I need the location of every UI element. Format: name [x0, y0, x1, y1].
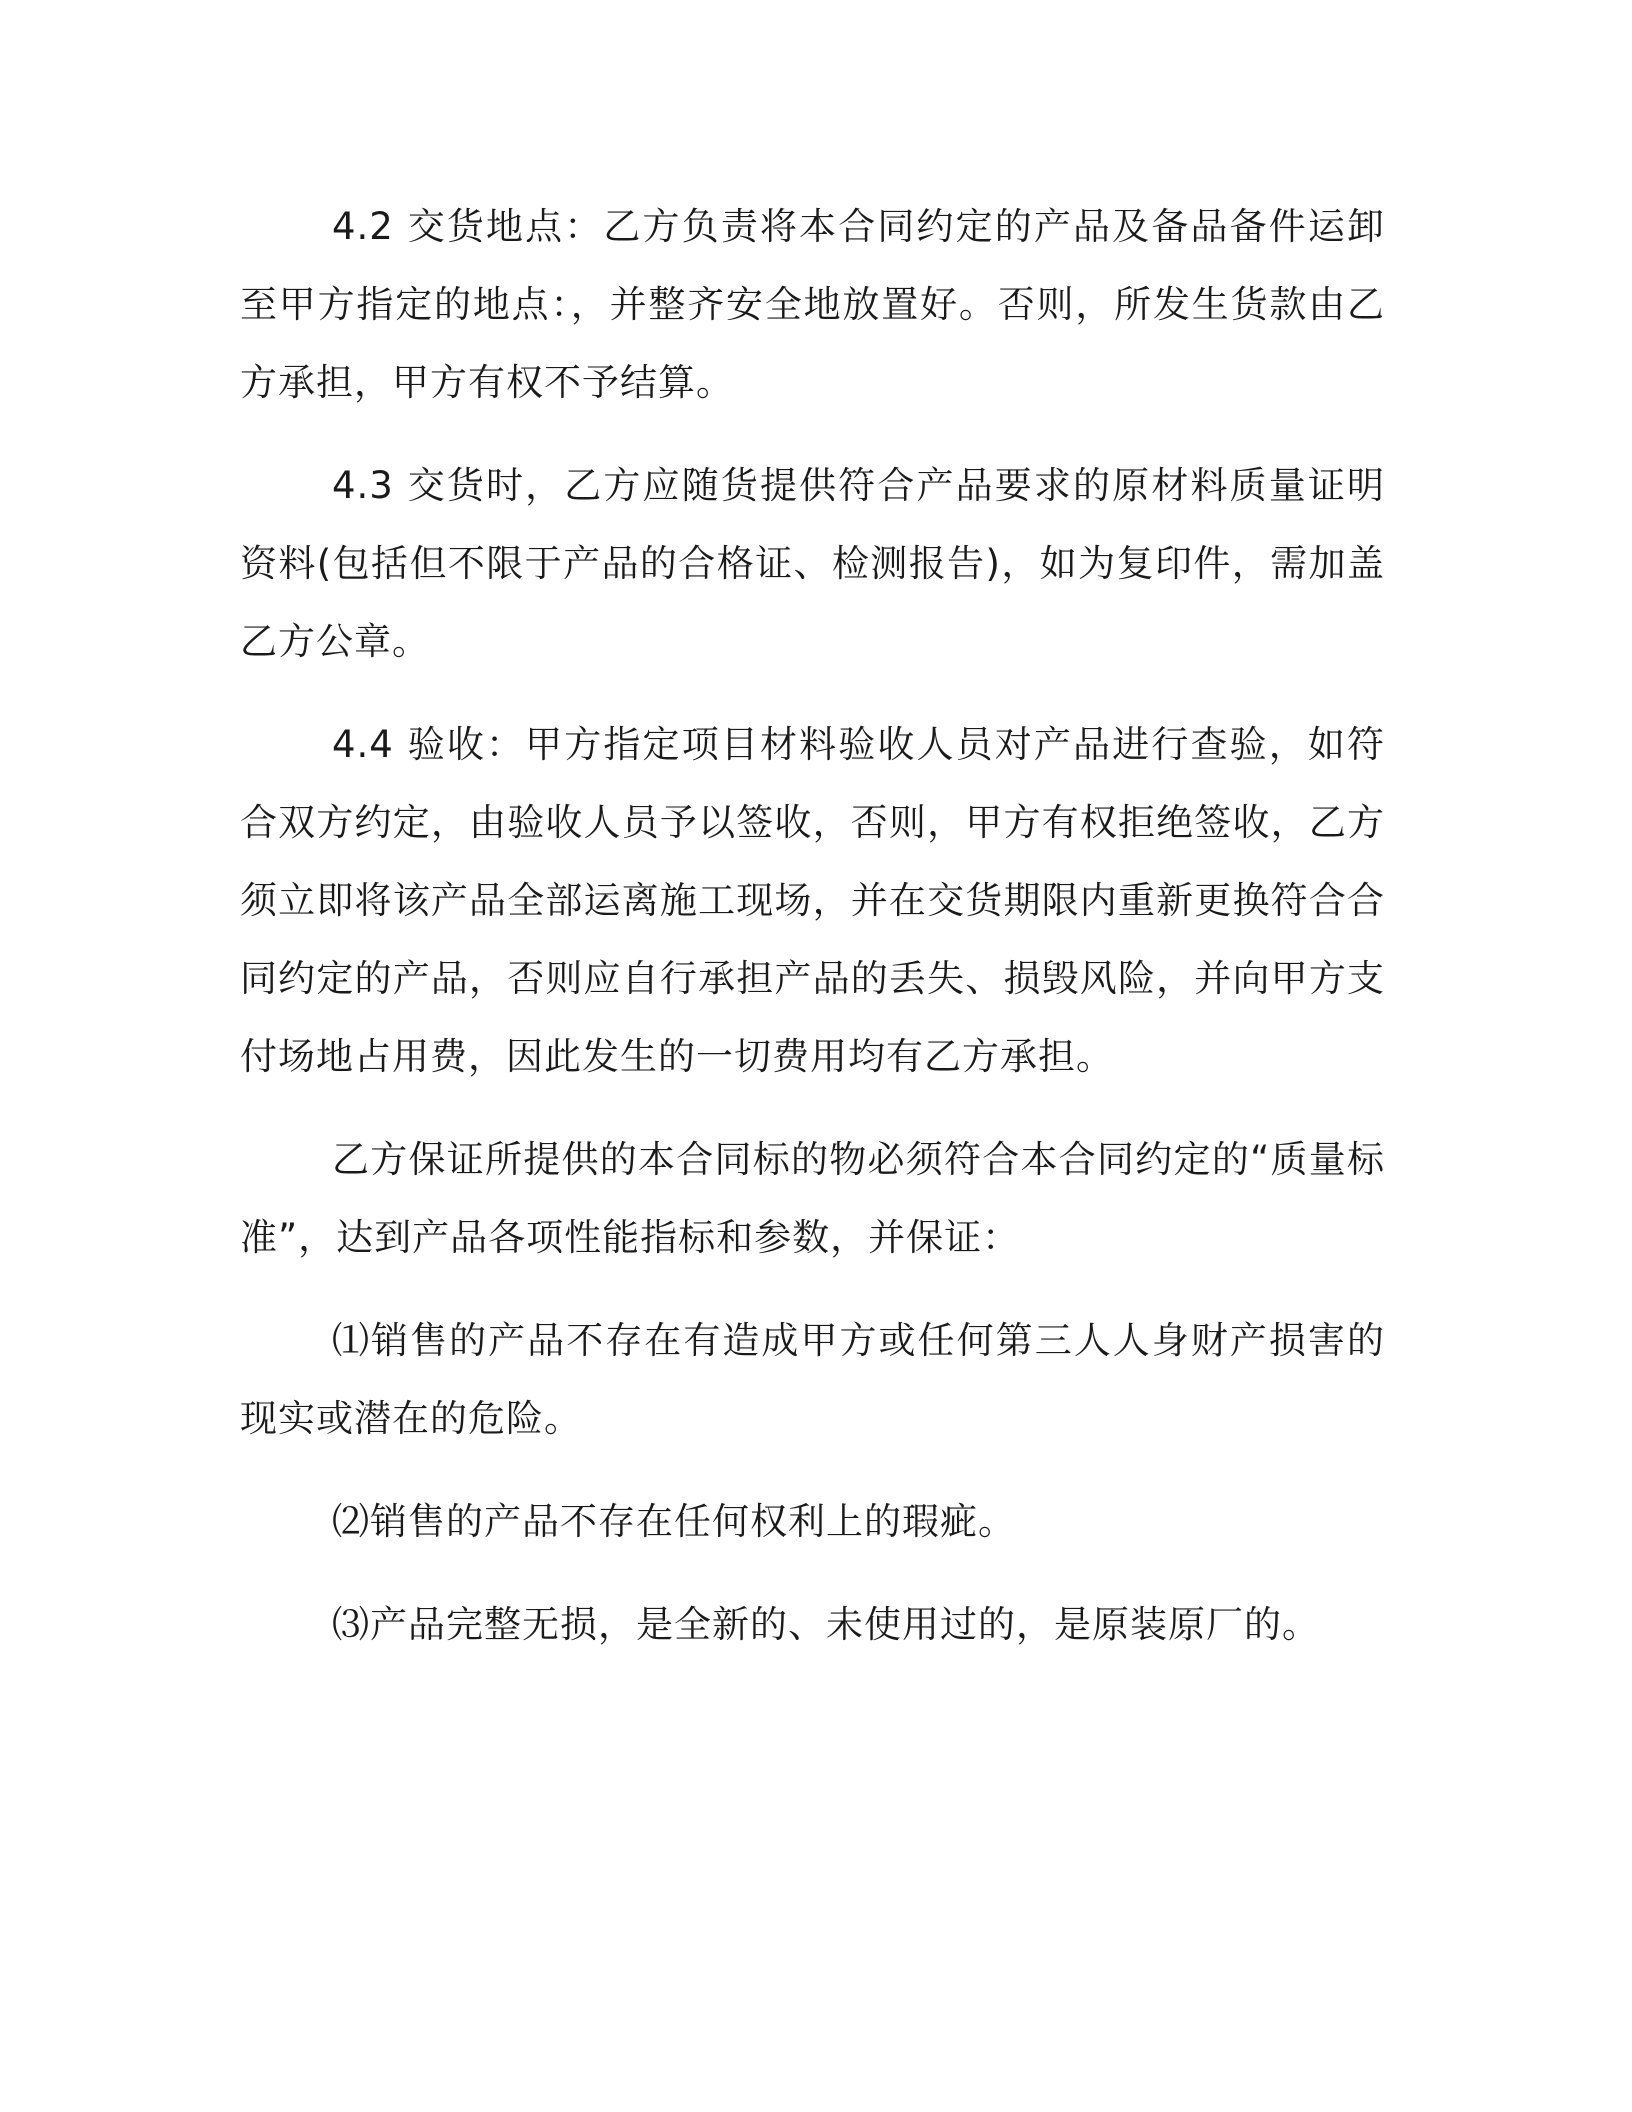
clause-4-3-delivery-documents: 4.3 交货时，乙方应随货提供符合产品要求的原材料质量证明资料(包括但不限于产品的合格证、检测报告)，如为复印件，需加盖乙方公章。 [240, 464, 1385, 663]
guarantee-item-3: ⑶产品完整无损，是全新的、未使用过的，是原装原厂的。 [332, 1603, 1320, 1646]
clause-4-4-acceptance: 4.4 验收：甲方指定项目材料验收人员对产品进行查验，如符合双方约定，由验收人员予以签收，否则，甲方有权拒绝签收，乙方须立即将该产品全部运离施工现场，并在交货期限内重新更换符合合同约定的产品，否则应自行承担产品的丢失、损毁风险，并向甲方支付场地占用费，因此发生的一切费用均有乙方承担。 [240, 723, 1385, 1078]
guarantee-item-2: ⑵销售的产品不存在任何权利上的瑕疵。 [332, 1500, 1016, 1543]
clause-4-2-delivery-location: 4.2 交货地点：乙方负责将本合同约定的产品及备品备件运卸至甲方指定的地点：，并整齐安全地放置好。否则，所发生货款由乙方承担，甲方有权不予结算。 [240, 205, 1385, 404]
quality-guarantee-paragraph: 乙方保证所提供的本合同标的物必须符合本合同约定的“质量标准”，达到产品各项性能指标和参数，并保证： [240, 1138, 1385, 1259]
guarantee-item-1: ⑴销售的产品不存在有造成甲方或任何第三人人身财产损害的现实或潜在的危险。 [240, 1319, 1385, 1440]
document-page [240, 188, 1385, 1664]
